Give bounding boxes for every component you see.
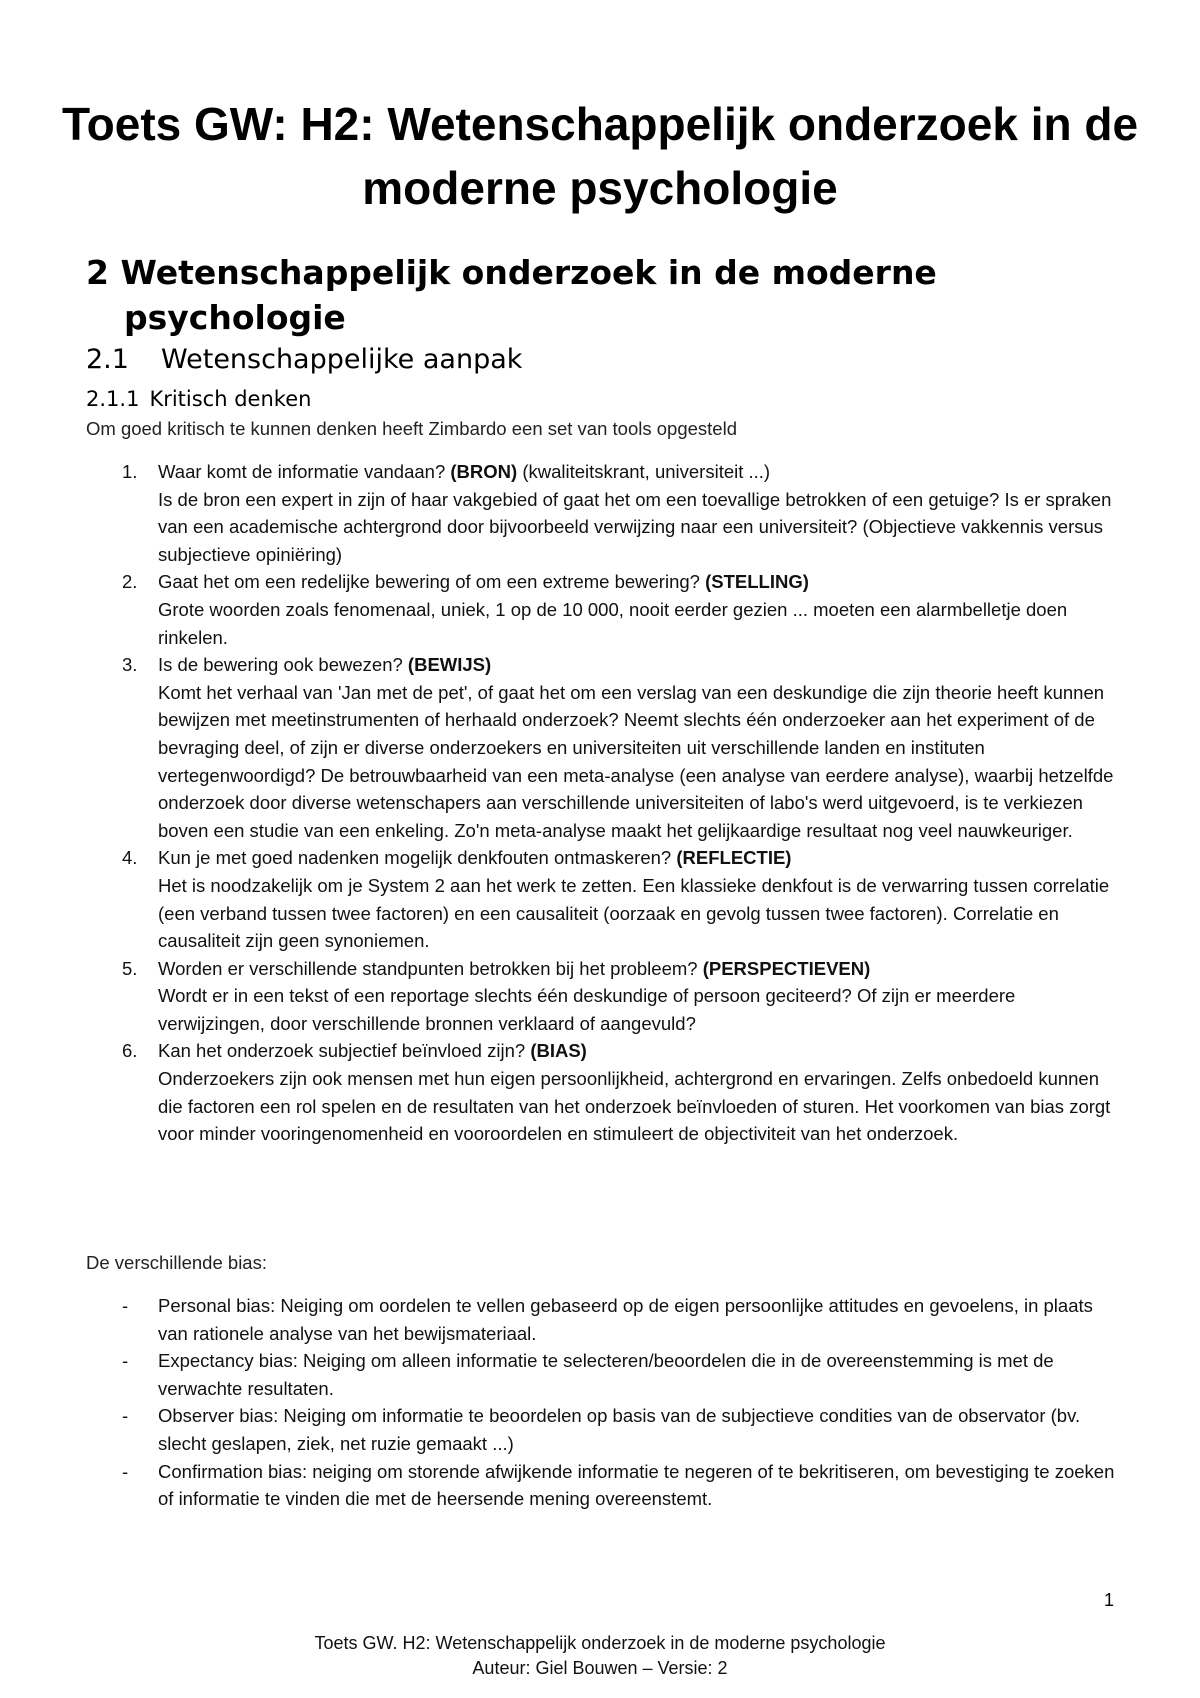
tool-explanation: Grote woorden zoals fenomenaal, uniek, 1 op de 10 000, nooit eerder gezien ... moeten een alarmbelletje doen rinkelen.: [158, 598, 1068, 648]
bias-item-text: Expectancy bias: Neiging om alleen informatie te selecteren/beoordelen die in de overeenstemming is met de verwachte resultaten.: [158, 1350, 1054, 1399]
bias-item-text: Observer bias: Neiging om informatie te beoordelen op basis van de subjectieve condities van de observator (bv. slecht geslapen, ziek, net ruzie gemaakt ...): [158, 1405, 1081, 1454]
subsection-heading: [86, 385, 311, 413]
tool-question: Kun je met goed nadenken mogelijk denkfouten ontmaskeren?: [158, 847, 672, 869]
list-item: [86, 1402, 1126, 1457]
chapter-title: Wetenschappelijk onderzoek in de moderne psychologie: [120, 253, 937, 337]
list-item: [86, 568, 1126, 651]
tool-explanation: Komt het verhaal van 'Jan met de pet', of gaat het om een verslag van een deskundige die zijn theorie heeft kunnen bewijzen met meetinstrumenten of herhaald onderzoek? Neemt slechts één onderzoeker aan het experiment of de bevraging deel, of zijn er diverse onderzoekers en universiteiten uit verschillende landen en instituten vertegenwoordigd? De betrouwbaarheid van een meta-analyse (een analyse van eerdere analyse), waarbij hetzelfde onderzoek door diverse wetenschapers aan verschillende universiteiten of labo's werd uitgevoerd, is te verkiezen boven een studie van een enkeling. Zo'n meta-analyse maakt het gelijkaardige resultaat nog veel nauwkeuriger.: [158, 681, 1114, 841]
list-dash: -: [122, 1405, 129, 1427]
tool-explanation: Wordt er in een tekst of een reportage slechts één deskundige of persoon geciteerd? Of zijn er meerdere verwijzingen, door verschillende bronnen verklaard of aangevuld?: [158, 985, 1016, 1034]
tool-question-suffix: (kwaliteitskrant, universiteit ...): [522, 461, 771, 482]
document-title: Toets GW: H2: Wetenschappelijk onderzoek in de moderne psychologie: [61, 98, 1139, 214]
list-item: [86, 844, 1126, 954]
intro-paragraph: Om goed kritisch te kunnen denken heeft Zimbardo een set van tools opgesteld: [86, 418, 737, 439]
section-title: Wetenschappelijke aanpak: [161, 344, 523, 375]
list-number: 3.: [122, 654, 138, 676]
tool-question: Kan het onderzoek subjectief beïnvloed zijn?: [158, 1040, 526, 1062]
tool-explanation: Het is noodzakelijk om je System 2 aan het werk te zetten. Een klassieke denkfout is de verwarring tussen correlatie (een verband tussen twee factoren) en een causaliteit (oorzaak en gevolg tussen twee factoren). Correlatie en causaliteit zijn geen synoniemen.: [158, 874, 1110, 952]
list-number: 6.: [122, 1040, 138, 1062]
list-dash: -: [122, 1350, 129, 1372]
chapter-heading: [86, 250, 1084, 340]
tool-keyword: (BEWIJS): [407, 654, 492, 676]
list-number: 5.: [122, 957, 138, 979]
critical-thinking-tools-list: [86, 458, 1126, 1148]
subsection-number: 2.1.1: [86, 387, 140, 411]
list-number: 2.: [122, 571, 138, 593]
list-item: [86, 1037, 1126, 1147]
tool-explanation: Is de bron een expert in zijn of haar vakgebied of gaat het om een toevallige betrokken of een getuige? Is er spraken van een academische achtergrond door bijvoorbeeld verwijzing naar een universiteit? (Objectieve vakkennis versus subjectieve opiniëring): [158, 488, 1112, 565]
tool-explanation: Onderzoekers zijn ook mensen met hun eigen persoonlijkheid, achtergrond en ervaringen. Zelfs onbedoeld kunnen die factoren een rol spelen en de resultaten van het onderzoek beïnvloeden of sturen. Het voorkomen van bias zorgt voor minder vooringenomenheid en vooroordelen en stimuleert de objectiviteit van het onderzoek.: [158, 1068, 1111, 1145]
footer-author: Auteur: Giel Bouwen – Versie: 2: [472, 1658, 728, 1678]
footer-title: Toets GW. H2: Wetenschappelijk onderzoek in de moderne psychologie: [314, 1633, 886, 1653]
list-number: 4.: [122, 847, 138, 869]
page-footer: [0, 1631, 1200, 1681]
tool-keyword: (STELLING): [705, 571, 809, 593]
tool-question: Gaat het om een redelijke bewering of om een extreme bewering?: [158, 571, 700, 593]
tool-question: Worden er verschillende standpunten betrokken bij het probleem?: [158, 957, 698, 979]
tool-keyword: (BRON): [450, 461, 518, 482]
list-dash: -: [122, 1295, 129, 1316]
section-heading: [86, 341, 522, 379]
bias-item-text: Confirmation bias: neiging om storende afwijkende informatie te negeren of te bekritiseren, om bevestiging te zoeken of informatie te vinden die met de heersende mening overeenstemt.: [158, 1460, 1115, 1510]
bias-list: [86, 1292, 1126, 1513]
list-number: 1.: [122, 461, 138, 482]
bias-heading: De verschillende bias:: [86, 1252, 267, 1273]
tool-keyword: (REFLECTIE): [676, 847, 792, 869]
list-item: [86, 458, 1126, 568]
tool-keyword: (PERSPECTIEVEN): [702, 957, 871, 979]
tool-question: Waar komt de informatie vandaan?: [158, 461, 446, 482]
subsection-title: Kritisch denken: [149, 387, 312, 411]
list-item: [86, 1292, 1126, 1347]
bias-item-text: Personal bias: Neiging om oordelen te vellen gebaseerd op de eigen persoonlijke attitudes en gevoelens, in plaats van rationele analyse van het bewijsmateriaal.: [158, 1295, 1093, 1344]
section-number: 2.1: [86, 344, 129, 375]
list-dash: -: [122, 1460, 129, 1482]
tool-keyword: (BIAS): [530, 1040, 587, 1062]
list-item: [86, 651, 1126, 844]
tool-question: Is de bewering ook bewezen?: [158, 654, 403, 676]
chapter-number: 2: [86, 253, 109, 292]
list-item: [86, 1347, 1126, 1402]
page-number: 1: [1103, 1590, 1114, 1610]
list-item: [86, 1458, 1126, 1513]
list-item: [86, 955, 1126, 1038]
